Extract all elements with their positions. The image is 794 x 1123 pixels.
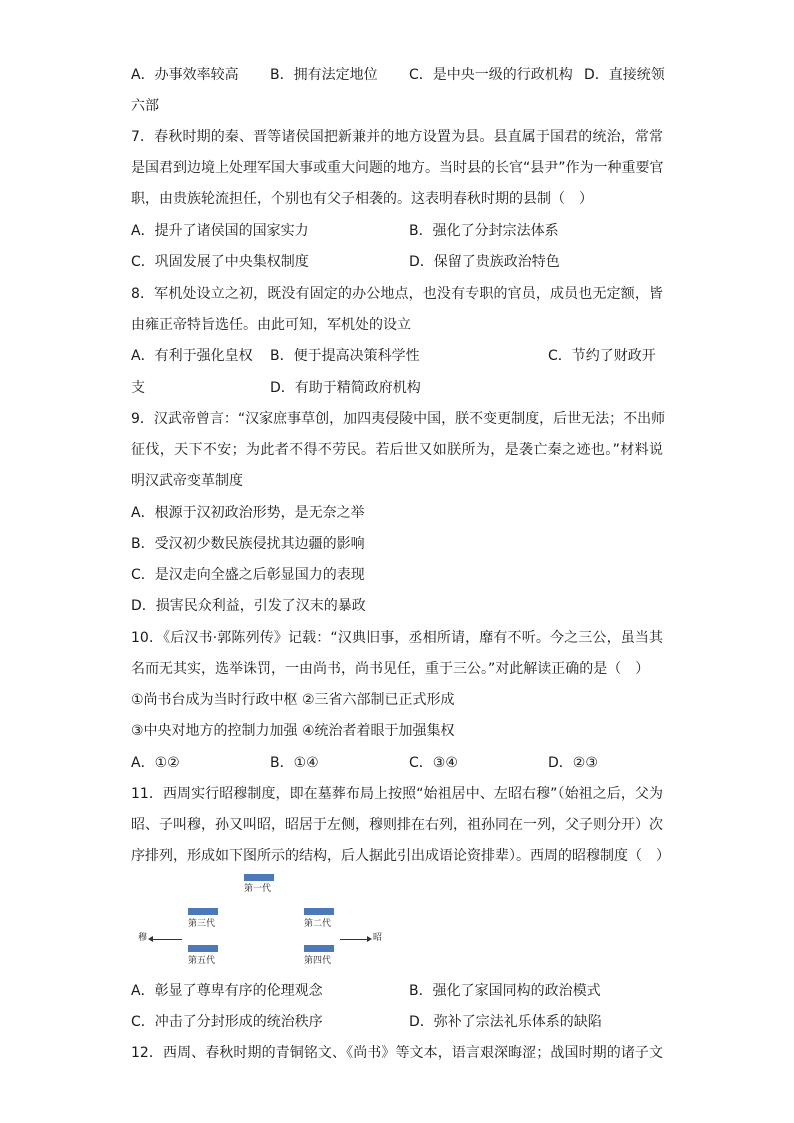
mu-arrowhead (148, 936, 153, 942)
q6-option-d-continued: 六部 (131, 98, 159, 114)
zhaomu-diagram (130, 868, 400, 972)
q8-stem-line2: 由雍正帝特旨选任。由此可知，军机处的设立 (131, 317, 411, 333)
gen2-label: 第二代 (304, 919, 332, 929)
q11-option-d: D．弥补了宗法礼乐体系的缺陷 (409, 1014, 602, 1030)
q10-items-3-4: ③中央对地方的控制力加强 ④统治者着眼于加强集权 (131, 723, 455, 739)
q8-option-c-continued: 支 (131, 380, 145, 396)
q11-option-a: A．彰显了尊卑有序的伦理观念 (131, 983, 323, 999)
q9-stem-line3: 明汉武帝变革制度 (131, 473, 243, 489)
zhao-arrowhead (367, 936, 372, 942)
gen1-bar (244, 874, 274, 881)
q10-option-a: A．①② (131, 755, 180, 771)
q9-option-a: A．根源于汉初政治形势，是无奈之举 (131, 505, 365, 521)
q11-option-c: C．冲击了分封形成的统治秩序 (131, 1014, 323, 1030)
q7-stem-line1: 7．春秋时期的秦、晋等诸侯国把新兼并的地方设置为县。县直属于国君的统治，常常 (131, 129, 663, 145)
q9-option-b: B．受汉初少数民族侵扰其边疆的影响 (131, 536, 365, 552)
mu-arrow-line (150, 939, 182, 940)
q10-option-d: D．②③ (548, 755, 598, 771)
gen1-label: 第一代 (244, 884, 272, 894)
q8-option-b: B．便于提高决策科学性 (270, 348, 420, 364)
q9-stem-line1: 9．汉武帝曾言：“汉家庶事草创，加四夷侵陵中国，朕不变更制度，后世无法；不出师 (131, 411, 666, 427)
q7-option-b: B．强化了分封宗法体系 (409, 223, 559, 239)
q6-option-b: B．拥有法定地位 (270, 67, 378, 83)
q10-stem-line2: 名而无其实，选举诛罚，一由尚书，尚书见任，重于三公。”对此解读正确的是（ ） (131, 661, 650, 677)
mu-label: 穆 (138, 933, 148, 943)
gen3-label: 第三代 (188, 919, 216, 929)
q7-option-d: D．保留了贵族政治特色 (409, 254, 560, 270)
q10-stem-line1: 10．《后汉书·郭陈列传》记载：“汉典旧事，丞相所请，靡有不听。今之三公，虽当其 (131, 630, 663, 646)
gen3-bar (188, 908, 218, 915)
q9-option-d: D．损害民众利益，引发了汉末的暴政 (131, 598, 366, 614)
q8-stem-line1: 8．军机处设立之初，既没有固定的办公地点，也没有专职的官员，成员也无定额，皆 (131, 286, 663, 302)
gen4-label: 第四代 (304, 956, 332, 966)
q8-option-d: D．有助于精简政府机构 (270, 380, 421, 396)
q10-option-c: C．③④ (409, 755, 458, 771)
q11-stem-line1: 11．西周实行昭穆制度，即在墓葬布局上按照“始祖居中、左昭右穆”（始祖之后，父为 (131, 786, 663, 802)
q9-stem-line2: 征伐，天下不安；为此者不得不劳民。若后世又如朕所为，是袭亡秦之迹也。”材料说 (131, 442, 663, 458)
q10-option-b: B．①④ (270, 755, 319, 771)
zhao-arrow-line (340, 939, 368, 940)
q11-option-b: B．强化了家国同构的政治模式 (409, 983, 601, 999)
q8-option-c: C．节约了财政开 (548, 348, 656, 364)
q10-items-1-2: ①尚书台成为当时行政中枢 ②三省六部制已正式形成 (131, 692, 455, 708)
gen5-bar (188, 945, 218, 952)
q6-option-c: C．是中央一级的行政机构 (409, 67, 573, 83)
q8-option-a: A．有利于强化皇权 (131, 348, 253, 364)
q11-stem-line2: 昭、子叫穆，孙又叫昭，昭居于左侧，穆则排在右列，祖孙同在一列，父子则分开）次 (131, 817, 663, 833)
q7-option-a: A．提升了诸侯国的国家实力 (131, 223, 309, 239)
q6-option-a: A．办事效率较高 (131, 67, 239, 83)
q9-option-c: C．是汉走向全盛之后彰显国力的表现 (131, 567, 365, 583)
q7-option-c: C．巩固发展了中央集权制度 (131, 254, 309, 270)
q12-stem-line1: 12．西周、春秋时期的青铜铭文、《尚书》等文本，语言艰深晦涩；战国时期的诸子文 (131, 1045, 663, 1061)
gen2-bar (304, 908, 334, 915)
q11-stem-line3: 序排列，形成如下图所示的结构，后人据此引出成语论资排辈）。西周的昭穆制度（ ） (131, 848, 670, 864)
q7-stem-line2: 是国君到边境上处理军国大事或重大问题的地方。当时县的长官“县尹”作为一种重要官 (131, 160, 664, 176)
q7-stem-line3: 职，由贵族轮流担任，个别也有父子相袭的。这表明春秋时期的县制（ ） (131, 191, 593, 207)
q6-option-d: D．直接统领 (584, 67, 665, 83)
gen5-label: 第五代 (188, 956, 216, 966)
zhao-label: 昭 (373, 933, 383, 943)
gen4-bar (304, 945, 334, 952)
